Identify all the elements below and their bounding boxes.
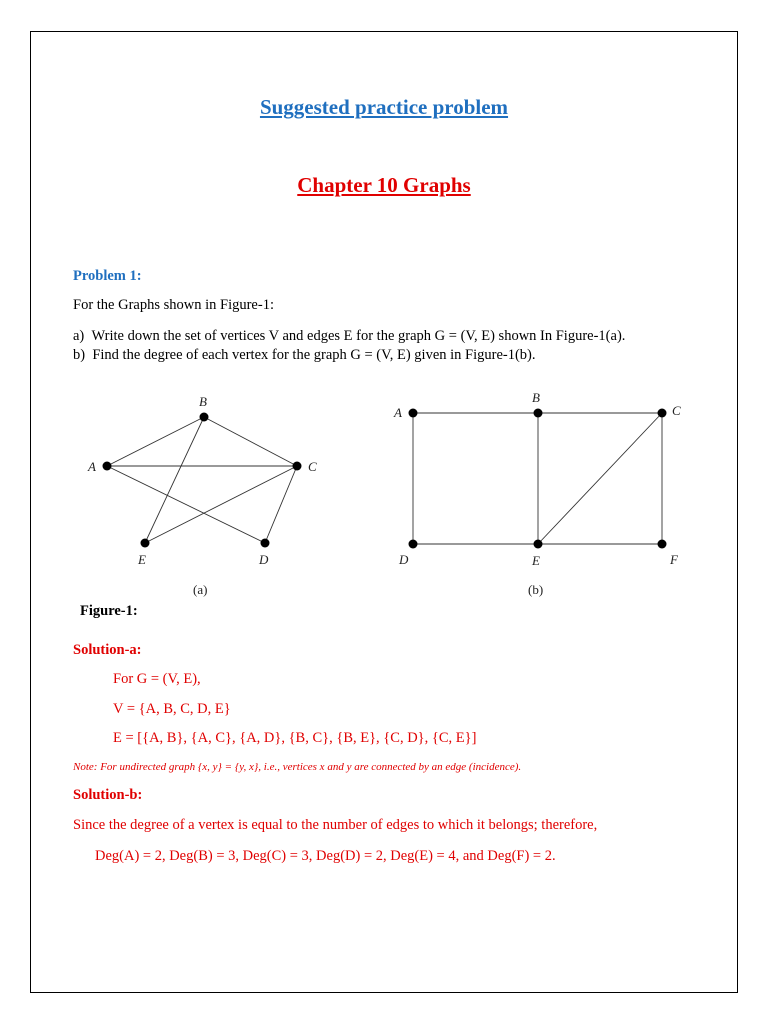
label-c: C [308, 459, 317, 474]
label-c: C [672, 403, 681, 418]
edge-b-e [145, 417, 204, 543]
vertex-c [658, 409, 667, 418]
vertex-d [261, 539, 270, 548]
graph-b [385, 388, 705, 608]
caption-b: (b) [528, 582, 544, 597]
vertex-f [658, 540, 667, 549]
solution-a-line-1: For G = (V, E), [113, 671, 201, 687]
label-d: D [259, 552, 269, 567]
label-f: F [670, 552, 678, 567]
vertex-a [409, 409, 418, 418]
edge-a-d [107, 466, 265, 543]
vertex-b [200, 413, 209, 422]
label-a: A [88, 459, 96, 474]
edge-c-e [145, 466, 297, 543]
vertex-e [141, 539, 150, 548]
problem-heading: Problem 1: [73, 268, 142, 284]
page-title: Suggested practice problem [259, 95, 509, 119]
caption-a: (a) [193, 582, 208, 597]
edge-c-e [538, 413, 662, 544]
vertex-d [409, 540, 418, 549]
label-e: E [532, 553, 540, 568]
vertex-c [293, 462, 302, 471]
vertex-e [534, 540, 543, 549]
solution-a-note: Note: For undirected graph {x, y} = {y, x}, i.e., vertices x and y are connected by an edge (incidence). [73, 761, 522, 773]
problem-intro: For the Graphs shown in Figure-1: [73, 297, 274, 313]
solution-a-heading: Solution-a: [73, 642, 142, 658]
solution-b-result: Deg(A) = 2, Deg(B) = 3, Deg(C) = 3, Deg(D) = 2, Deg(E) = 4, and Deg(F) = 2. [95, 848, 556, 864]
solution-a-line-2: V = {A, B, C, D, E} [113, 701, 231, 717]
solution-b-statement: Since the degree of a vertex is equal to the number of edges to which it belongs; therefore, [73, 817, 598, 833]
vertex-a [103, 462, 112, 471]
edge-c-d [265, 466, 297, 543]
label-b: B [532, 390, 540, 405]
label-a: A [394, 405, 402, 420]
problem-item-a: a) Write down the set of vertices V and edges E for the graph G = (V, E) shown In Figure-1(a). [73, 328, 626, 344]
label-e: E [138, 552, 146, 567]
label-b: B [199, 394, 207, 409]
edge-a-b [107, 417, 204, 466]
label-d: D [399, 552, 409, 567]
solution-a-line-3: E = [{A, B}, {A, C}, {A, D}, {B, C}, {B, E}, {C, D}, {C, E}] [113, 730, 477, 746]
graph-a [80, 390, 340, 610]
vertex-b [534, 409, 543, 418]
edge-b-c [204, 417, 297, 466]
chapter-title: Chapter 10 Graphs [297, 173, 471, 197]
solution-b-heading: Solution-b: [73, 787, 143, 803]
problem-item-b: b) Find the degree of each vertex for the graph G = (V, E) given in Figure-1(b). [73, 347, 536, 363]
figure-caption: Figure-1: [80, 603, 138, 619]
